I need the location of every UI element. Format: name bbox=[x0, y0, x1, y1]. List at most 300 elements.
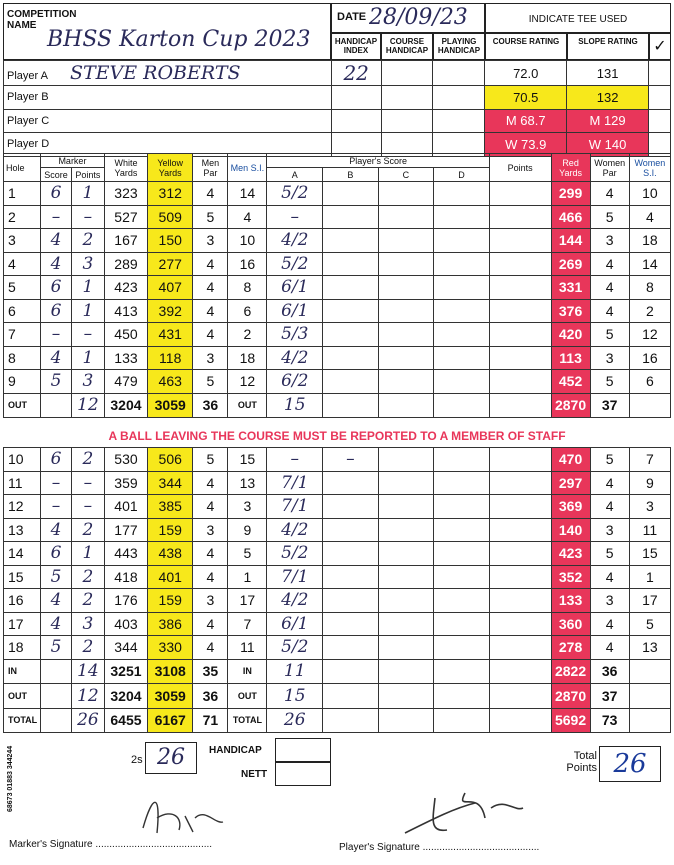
score-c[interactable] bbox=[378, 299, 434, 323]
red-yards: 113 bbox=[551, 346, 590, 370]
women-si: 1 bbox=[629, 565, 670, 589]
score-c-total[interactable] bbox=[378, 659, 434, 684]
points[interactable] bbox=[489, 448, 551, 472]
women-si: 13 bbox=[629, 636, 670, 660]
men-par-total: 36 bbox=[193, 393, 228, 418]
score-b[interactable] bbox=[323, 205, 379, 229]
women-par-total: 37 bbox=[590, 684, 629, 709]
marker-score[interactable]: 4 bbox=[41, 346, 72, 370]
column-header-row bbox=[4, 154, 671, 168]
red-yards: 299 bbox=[551, 182, 590, 206]
score-c[interactable] bbox=[378, 471, 434, 495]
score-d[interactable] bbox=[434, 565, 490, 589]
score-d[interactable] bbox=[434, 182, 490, 206]
yellow-yards: 312 bbox=[148, 182, 193, 206]
points-total[interactable] bbox=[489, 393, 551, 418]
marker-points[interactable]: 1 bbox=[71, 542, 104, 566]
men-par-total: 36 bbox=[193, 684, 228, 709]
red-yards: 452 bbox=[551, 370, 590, 394]
score-c[interactable] bbox=[378, 229, 434, 253]
men-par: 5 bbox=[193, 205, 228, 229]
score-c[interactable] bbox=[378, 565, 434, 589]
hole-row bbox=[4, 182, 671, 206]
score-d[interactable] bbox=[434, 276, 490, 300]
col-men-si: Men S.I. bbox=[228, 154, 267, 182]
player-hcp[interactable]: 22 bbox=[331, 61, 381, 86]
marker-score[interactable]: 4 bbox=[41, 518, 72, 542]
date-value[interactable]: 28/09/23 bbox=[369, 5, 468, 30]
white-yards: 413 bbox=[104, 299, 147, 323]
hole-row bbox=[4, 495, 671, 519]
marker-points[interactable]: – bbox=[71, 323, 104, 347]
score-c[interactable] bbox=[378, 636, 434, 660]
men-si: 17 bbox=[228, 589, 267, 613]
women-par: 4 bbox=[590, 299, 629, 323]
white-yards: 527 bbox=[104, 205, 147, 229]
score-c[interactable] bbox=[378, 542, 434, 566]
points[interactable] bbox=[489, 565, 551, 589]
col-marker-points: Points bbox=[71, 168, 104, 182]
marker-score-total[interactable] bbox=[41, 659, 72, 684]
men-si: 8 bbox=[228, 276, 267, 300]
score-a[interactable]: 7/1 bbox=[267, 495, 323, 519]
score-b-total[interactable] bbox=[323, 708, 379, 733]
hole-row bbox=[4, 448, 671, 472]
yellow-yards: 118 bbox=[148, 346, 193, 370]
player-name[interactable]: STEVE ROBERTS bbox=[69, 62, 241, 84]
total-label: OUT bbox=[4, 684, 41, 709]
yellow-yards: 159 bbox=[148, 518, 193, 542]
men-par: 4 bbox=[193, 565, 228, 589]
white-yards: 359 bbox=[104, 471, 147, 495]
slope-rating: 132 bbox=[567, 86, 649, 110]
yellow-yards: 386 bbox=[148, 612, 193, 636]
men-si: 2 bbox=[228, 323, 267, 347]
points[interactable] bbox=[489, 370, 551, 394]
marker-score-total[interactable] bbox=[41, 393, 72, 418]
score-b[interactable] bbox=[323, 518, 379, 542]
marker-score-total[interactable] bbox=[41, 684, 72, 709]
men-si: 10 bbox=[228, 229, 267, 253]
score-d[interactable] bbox=[434, 299, 490, 323]
yellow-total: 3059 bbox=[148, 684, 193, 709]
hole-number: 15 bbox=[4, 565, 41, 589]
marker-score[interactable]: 6 bbox=[41, 276, 72, 300]
points[interactable] bbox=[489, 495, 551, 519]
yellow-yards: 344 bbox=[148, 471, 193, 495]
score-b-total[interactable] bbox=[323, 684, 379, 709]
points[interactable] bbox=[489, 276, 551, 300]
score-b[interactable] bbox=[323, 299, 379, 323]
white-yards: 176 bbox=[104, 589, 147, 613]
score-c[interactable] bbox=[378, 589, 434, 613]
score-c[interactable] bbox=[378, 252, 434, 276]
white-yards: 401 bbox=[104, 495, 147, 519]
marker-points[interactable]: 3 bbox=[71, 252, 104, 276]
hole-number: 11 bbox=[4, 471, 41, 495]
back-nine-table bbox=[3, 447, 671, 733]
score-d[interactable] bbox=[434, 370, 490, 394]
marker-score[interactable]: 4 bbox=[41, 589, 72, 613]
score-a[interactable]: 7/1 bbox=[267, 565, 323, 589]
red-yards: 376 bbox=[551, 299, 590, 323]
score-c-total[interactable] bbox=[378, 708, 434, 733]
red-yards: 278 bbox=[551, 636, 590, 660]
tee-tick-icon: ✓ bbox=[653, 38, 667, 55]
men-par: 4 bbox=[193, 323, 228, 347]
score-b[interactable] bbox=[323, 565, 379, 589]
score-b-total[interactable] bbox=[323, 393, 379, 418]
yellow-total: 6167 bbox=[148, 708, 193, 733]
marker-points[interactable]: 2 bbox=[71, 565, 104, 589]
score-c[interactable] bbox=[378, 346, 434, 370]
women-par: 4 bbox=[590, 636, 629, 660]
player-row-a bbox=[4, 61, 671, 86]
score-d[interactable] bbox=[434, 636, 490, 660]
hole-number: 1 bbox=[4, 182, 41, 206]
marker-score[interactable]: 6 bbox=[41, 542, 72, 566]
red-total: 5692 bbox=[551, 708, 590, 733]
score-c[interactable] bbox=[378, 205, 434, 229]
marker-score[interactable]: 6 bbox=[41, 182, 72, 206]
score-d[interactable] bbox=[434, 448, 490, 472]
marker-score[interactable]: – bbox=[41, 323, 72, 347]
men-si: 15 bbox=[228, 448, 267, 472]
yellow-yards: 407 bbox=[148, 276, 193, 300]
hole-number: 16 bbox=[4, 589, 41, 613]
course-rating-label: COURSE RATING bbox=[492, 37, 560, 46]
marker-score[interactable]: 5 bbox=[41, 636, 72, 660]
points[interactable] bbox=[489, 299, 551, 323]
score-c-total[interactable] bbox=[378, 393, 434, 418]
score-a-total[interactable]: 26 bbox=[267, 708, 323, 733]
marker-points-total[interactable]: 14 bbox=[71, 659, 104, 684]
points[interactable] bbox=[489, 346, 551, 370]
score-c[interactable] bbox=[378, 276, 434, 300]
women-si: 3 bbox=[629, 495, 670, 519]
score-b[interactable] bbox=[323, 323, 379, 347]
marker-points[interactable]: 2 bbox=[71, 589, 104, 613]
footer bbox=[3, 738, 671, 859]
score-b[interactable] bbox=[323, 589, 379, 613]
red-yards: 420 bbox=[551, 323, 590, 347]
score-a[interactable]: 6/1 bbox=[267, 299, 323, 323]
marker-points[interactable]: 2 bbox=[71, 229, 104, 253]
points[interactable] bbox=[489, 229, 551, 253]
score-a[interactable]: 4/2 bbox=[267, 589, 323, 613]
marker-points[interactable]: 1 bbox=[71, 182, 104, 206]
score-d[interactable] bbox=[434, 229, 490, 253]
score-c[interactable] bbox=[378, 518, 434, 542]
white-yards: 133 bbox=[104, 346, 147, 370]
score-d[interactable] bbox=[434, 471, 490, 495]
score-a-total[interactable]: 15 bbox=[267, 393, 323, 418]
handicap-box[interactable] bbox=[275, 738, 331, 762]
total-row bbox=[4, 708, 671, 733]
hole-number: 5 bbox=[4, 276, 41, 300]
hole-number: 4 bbox=[4, 252, 41, 276]
score-c[interactable] bbox=[378, 323, 434, 347]
course-handicap-label: COURSE HANDICAP bbox=[385, 37, 429, 55]
marker-points[interactable]: – bbox=[71, 471, 104, 495]
score-d-total[interactable] bbox=[434, 708, 490, 733]
col-women-si: Women S.I. bbox=[629, 154, 670, 182]
score-c[interactable] bbox=[378, 182, 434, 206]
women-par: 4 bbox=[590, 471, 629, 495]
women-par: 4 bbox=[590, 495, 629, 519]
score-d[interactable] bbox=[434, 518, 490, 542]
yellow-yards: 277 bbox=[148, 252, 193, 276]
score-c[interactable] bbox=[378, 370, 434, 394]
red-total: 2822 bbox=[551, 659, 590, 684]
men-si: 12 bbox=[228, 370, 267, 394]
points[interactable] bbox=[489, 182, 551, 206]
score-b[interactable] bbox=[323, 276, 379, 300]
score-a[interactable]: – bbox=[267, 448, 323, 472]
white-yards: 177 bbox=[104, 518, 147, 542]
hole-row bbox=[4, 636, 671, 660]
score-d[interactable] bbox=[434, 542, 490, 566]
score-d-total[interactable] bbox=[434, 684, 490, 709]
score-b[interactable] bbox=[323, 346, 379, 370]
points[interactable] bbox=[489, 252, 551, 276]
score-b[interactable] bbox=[323, 370, 379, 394]
men-par: 4 bbox=[193, 182, 228, 206]
score-d[interactable] bbox=[434, 346, 490, 370]
men-par: 5 bbox=[193, 448, 228, 472]
hole-number: 14 bbox=[4, 542, 41, 566]
score-d[interactable] bbox=[434, 612, 490, 636]
score-a[interactable]: 5/3 bbox=[267, 323, 323, 347]
marker-score[interactable]: 4 bbox=[41, 229, 72, 253]
score-b[interactable] bbox=[323, 182, 379, 206]
score-a[interactable]: 4/2 bbox=[267, 229, 323, 253]
women-si: 5 bbox=[629, 612, 670, 636]
col-hole: Hole bbox=[4, 154, 41, 182]
score-c[interactable] bbox=[378, 495, 434, 519]
men-si: 6 bbox=[228, 299, 267, 323]
marker-points[interactable]: 2 bbox=[71, 518, 104, 542]
marker-score[interactable]: 4 bbox=[41, 612, 72, 636]
col-points: Points bbox=[489, 154, 551, 182]
marker-points[interactable]: 3 bbox=[71, 612, 104, 636]
points[interactable] bbox=[489, 471, 551, 495]
score-b[interactable] bbox=[323, 636, 379, 660]
women-par: 3 bbox=[590, 229, 629, 253]
course-rating: M 68.7 bbox=[485, 109, 567, 133]
white-total: 6455 bbox=[104, 708, 147, 733]
white-total: 3204 bbox=[104, 393, 147, 418]
women-si: 6 bbox=[629, 370, 670, 394]
score-d-total[interactable] bbox=[434, 659, 490, 684]
men-si: 1 bbox=[228, 565, 267, 589]
total-points-value[interactable]: 26 bbox=[599, 746, 661, 782]
score-c[interactable] bbox=[378, 612, 434, 636]
hole-row bbox=[4, 471, 671, 495]
women-par-total: 36 bbox=[590, 659, 629, 684]
score-b[interactable] bbox=[323, 471, 379, 495]
marker-signature-label: Marker's Signature .......................................... bbox=[9, 839, 213, 850]
score-b[interactable]: – bbox=[323, 448, 379, 472]
col-white: White Yards bbox=[104, 154, 147, 182]
score-a[interactable]: 6/1 bbox=[267, 276, 323, 300]
yellow-total: 3108 bbox=[148, 659, 193, 684]
marker-signature-scribble bbox=[133, 788, 233, 838]
red-yards: 352 bbox=[551, 565, 590, 589]
women-si: 4 bbox=[629, 205, 670, 229]
points[interactable] bbox=[489, 589, 551, 613]
slope-rating: W 140 bbox=[567, 133, 649, 157]
player-label: Player D bbox=[7, 138, 50, 151]
warning-banner: A BALL LEAVING THE COURSE MUST BE REPORTED TO A MEMBER OF STAFF bbox=[108, 429, 566, 443]
total-row bbox=[4, 659, 671, 684]
points-total[interactable] bbox=[489, 684, 551, 709]
white-yards: 167 bbox=[104, 229, 147, 253]
women-si: 14 bbox=[629, 252, 670, 276]
score-b[interactable] bbox=[323, 495, 379, 519]
score-d[interactable] bbox=[434, 323, 490, 347]
score-a[interactable]: 7/1 bbox=[267, 471, 323, 495]
red-yards: 140 bbox=[551, 518, 590, 542]
marker-score[interactable]: – bbox=[41, 205, 72, 229]
points-total[interactable] bbox=[489, 708, 551, 733]
marker-score[interactable]: 5 bbox=[41, 565, 72, 589]
hole-number: 18 bbox=[4, 636, 41, 660]
player-signature-label: Player's Signature .......................................... bbox=[339, 842, 540, 853]
hole-number: 2 bbox=[4, 205, 41, 229]
red-yards: 369 bbox=[551, 495, 590, 519]
score-d[interactable] bbox=[434, 205, 490, 229]
score-a[interactable]: 5/2 bbox=[267, 252, 323, 276]
marker-points[interactable]: 2 bbox=[71, 636, 104, 660]
score-b[interactable] bbox=[323, 612, 379, 636]
hole-row bbox=[4, 542, 671, 566]
score-a[interactable]: 5/2 bbox=[267, 542, 323, 566]
marker-score-total[interactable] bbox=[41, 708, 72, 733]
hole-row bbox=[4, 205, 671, 229]
women-par: 5 bbox=[590, 205, 629, 229]
men-si: 3 bbox=[228, 495, 267, 519]
nett-box[interactable] bbox=[275, 762, 331, 786]
marker-points[interactable]: 1 bbox=[71, 276, 104, 300]
red-yards: 269 bbox=[551, 252, 590, 276]
women-si: 10 bbox=[629, 182, 670, 206]
marker-score[interactable]: 4 bbox=[41, 252, 72, 276]
score-c[interactable] bbox=[378, 448, 434, 472]
col-a: A bbox=[267, 168, 323, 182]
marker-score[interactable]: 6 bbox=[41, 299, 72, 323]
score-a[interactable]: 4/2 bbox=[267, 346, 323, 370]
women-si: 12 bbox=[629, 323, 670, 347]
points-total[interactable] bbox=[489, 659, 551, 684]
score-b[interactable] bbox=[323, 252, 379, 276]
score-a[interactable]: – bbox=[267, 205, 323, 229]
points[interactable] bbox=[489, 323, 551, 347]
white-yards: 479 bbox=[104, 370, 147, 394]
yellow-yards: 506 bbox=[148, 448, 193, 472]
red-yards: 331 bbox=[551, 276, 590, 300]
score-d[interactable] bbox=[434, 252, 490, 276]
marker-points[interactable]: – bbox=[71, 205, 104, 229]
score-a[interactable]: 6/2 bbox=[267, 370, 323, 394]
white-yards: 344 bbox=[104, 636, 147, 660]
scorecard bbox=[3, 3, 671, 859]
score-b[interactable] bbox=[323, 542, 379, 566]
score-a-total[interactable]: 15 bbox=[267, 684, 323, 709]
points[interactable] bbox=[489, 542, 551, 566]
two-s-value[interactable]: 26 bbox=[145, 742, 197, 774]
marker-points[interactable]: 1 bbox=[71, 346, 104, 370]
score-b-total[interactable] bbox=[323, 659, 379, 684]
col-marker: Marker bbox=[41, 154, 105, 168]
women-par: 3 bbox=[590, 518, 629, 542]
men-par: 3 bbox=[193, 518, 228, 542]
marker-score[interactable]: – bbox=[41, 495, 72, 519]
score-a[interactable]: 4/2 bbox=[267, 518, 323, 542]
women-si-total bbox=[629, 659, 670, 684]
women-par: 5 bbox=[590, 370, 629, 394]
marker-points[interactable]: 1 bbox=[71, 299, 104, 323]
women-si: 15 bbox=[629, 542, 670, 566]
men-par: 4 bbox=[193, 612, 228, 636]
score-a-total[interactable]: 11 bbox=[267, 659, 323, 684]
women-si: 7 bbox=[629, 448, 670, 472]
marker-points[interactable]: 2 bbox=[71, 448, 104, 472]
men-par: 4 bbox=[193, 471, 228, 495]
hole-number: 13 bbox=[4, 518, 41, 542]
hole-row bbox=[4, 299, 671, 323]
points[interactable] bbox=[489, 636, 551, 660]
yellow-yards: 330 bbox=[148, 636, 193, 660]
points[interactable] bbox=[489, 518, 551, 542]
score-a[interactable]: 5/2 bbox=[267, 636, 323, 660]
yellow-yards: 401 bbox=[148, 565, 193, 589]
hole-row bbox=[4, 518, 671, 542]
marker-score[interactable]: 6 bbox=[41, 448, 72, 472]
men-si: 14 bbox=[228, 182, 267, 206]
score-a[interactable]: 5/2 bbox=[267, 182, 323, 206]
red-yards: 470 bbox=[551, 448, 590, 472]
course-rating: 70.5 bbox=[485, 86, 567, 110]
marker-points[interactable]: – bbox=[71, 495, 104, 519]
score-d-total[interactable] bbox=[434, 393, 490, 418]
marker-points-total[interactable]: 12 bbox=[71, 393, 104, 418]
total-label-2: TOTAL bbox=[228, 708, 267, 733]
men-par: 4 bbox=[193, 276, 228, 300]
score-c-total[interactable] bbox=[378, 684, 434, 709]
score-b[interactable] bbox=[323, 229, 379, 253]
marker-score[interactable]: 5 bbox=[41, 370, 72, 394]
competition-value[interactable]: BHSS Karton Cup 2023 bbox=[47, 27, 311, 52]
women-par: 4 bbox=[590, 182, 629, 206]
slope-rating-label: SLOPE RATING bbox=[578, 37, 638, 46]
marker-points-total[interactable]: 12 bbox=[71, 684, 104, 709]
score-d[interactable] bbox=[434, 495, 490, 519]
marker-points[interactable]: 3 bbox=[71, 370, 104, 394]
points[interactable] bbox=[489, 205, 551, 229]
hole-row bbox=[4, 229, 671, 253]
score-d[interactable] bbox=[434, 589, 490, 613]
white-total: 3251 bbox=[104, 659, 147, 684]
men-par-total: 71 bbox=[193, 708, 228, 733]
hole-number: 12 bbox=[4, 495, 41, 519]
score-a[interactable]: 6/1 bbox=[267, 612, 323, 636]
marker-points-total[interactable]: 26 bbox=[71, 708, 104, 733]
marker-score[interactable]: – bbox=[41, 471, 72, 495]
white-yards: 530 bbox=[104, 448, 147, 472]
points[interactable] bbox=[489, 612, 551, 636]
indicate-tee-label: INDICATE TEE USED bbox=[528, 14, 628, 25]
